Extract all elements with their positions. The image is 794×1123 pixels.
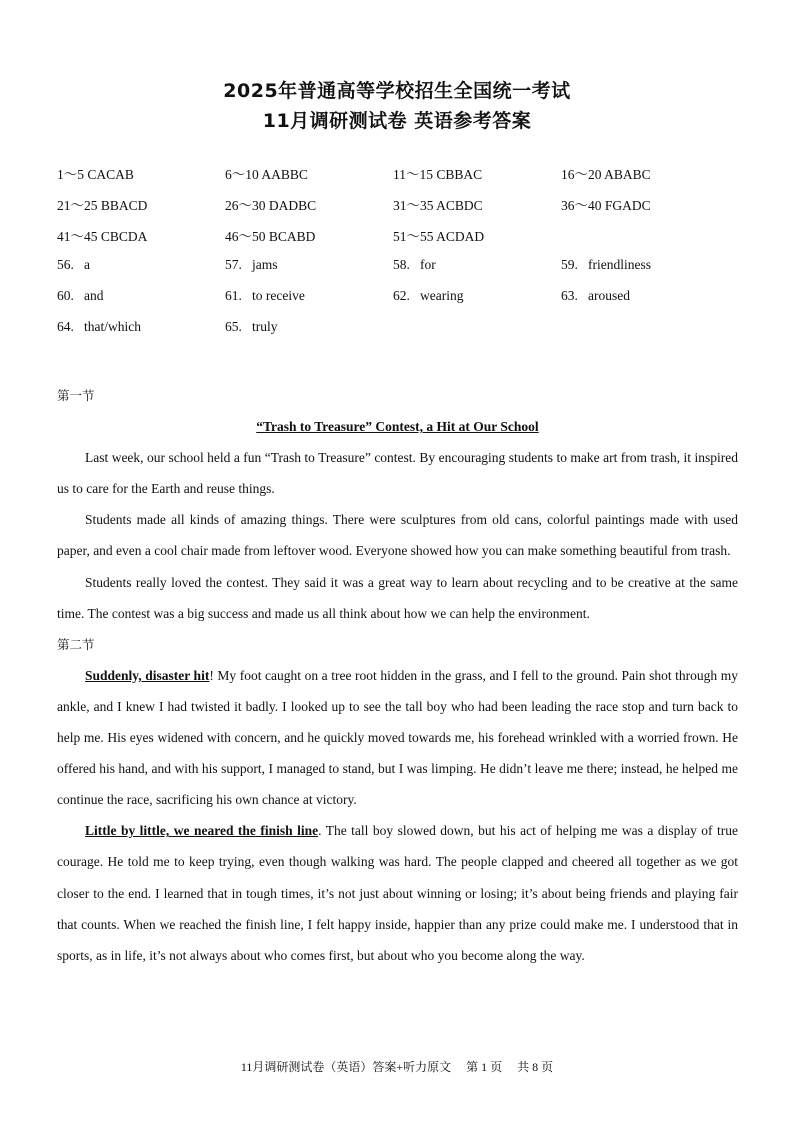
story-paragraph bbox=[57, 815, 738, 970]
footer-doc: 11月调研测试卷（英语）答案+听力原文 bbox=[240, 1060, 452, 1074]
answer-key-grid bbox=[57, 163, 747, 350]
paragraph-lead: Little by little, we neared the finish line bbox=[85, 823, 319, 839]
section-2-label: 第二节 bbox=[57, 636, 95, 652]
answer-item: 36～40 FGADC bbox=[561, 198, 651, 214]
answer-item: 46～50 BCABD bbox=[225, 229, 316, 245]
section-1-label: 第一节 bbox=[57, 388, 95, 403]
page-footer bbox=[0, 1058, 794, 1075]
answer-item: 63. aroused bbox=[561, 287, 630, 303]
answer-item: 65. truly bbox=[225, 318, 278, 334]
answer-item: 57. jams bbox=[225, 256, 278, 272]
answer-item: 41～45 CBCDA bbox=[57, 229, 148, 245]
paragraph-body: ! My foot caught on a tree root hidden in the grass, and I fell to the ground. Pain shot through my ankle, and I knew I had twisted it badly. I looked up to see the tall boy who had been leading the race stop and turn back to help me. His eyes widened with concern, and he quickly moved towards me, his forehead wrinkled with a worried frown. He offered his hand, and with his support, I managed to stand, but I was limping. He didn’t leave me there; instead, he helped me continue the race, sacrificing his own chance at victory. bbox=[57, 667, 739, 808]
answer-item: 62. wearing bbox=[393, 287, 464, 303]
answer-item: 6～10 AABBC bbox=[225, 167, 308, 182]
story-paragraph bbox=[57, 660, 738, 815]
answer-item: 59. friendliness bbox=[561, 256, 651, 272]
essay-paragraph: Students made all kinds of amazing things. There were sculptures from old cans, colorful paintings made with used paper, and even a cool chair made from leftover wood. Everyone showed how you can make something beautiful from trash. bbox=[57, 512, 738, 559]
answer-item: 64. that/which bbox=[57, 318, 141, 334]
answer-item: 58. for bbox=[393, 256, 436, 272]
answer-item: 1～5 CACAB bbox=[57, 167, 134, 182]
paragraph-lead: Suddenly, disaster hit bbox=[85, 667, 210, 683]
answer-item: 26～30 DADBC bbox=[225, 198, 317, 214]
answer-item: 60. and bbox=[57, 287, 104, 303]
answer-item: 31～35 ACBDC bbox=[393, 198, 483, 214]
answer-item: 16～20 ABABC bbox=[561, 167, 651, 182]
exam-subtitle: 11月调研测试卷 英语参考答案 bbox=[262, 110, 532, 132]
answer-item bbox=[561, 319, 741, 350]
answer-item: 11～15 CBBAC bbox=[393, 167, 483, 182]
footer-page: 第 1 页 bbox=[466, 1060, 503, 1074]
answer-item bbox=[561, 225, 741, 256]
answer-item bbox=[393, 319, 561, 350]
exam-title: 2025年普通高等学校招生全国统一考试 bbox=[223, 80, 571, 102]
writing-section bbox=[57, 380, 738, 971]
answer-item: 51～55 ACDAD bbox=[393, 229, 485, 245]
essay-title: “Trash to Treasure” Contest, a Hit at Our School bbox=[256, 419, 539, 435]
answer-item: 61. to receive bbox=[225, 287, 305, 303]
essay-paragraph: Students really loved the contest. They said it was a great way to learn about recycling and to be creative at the same time. The contest was a big success and made us all think about how we can help the environment. bbox=[57, 574, 738, 621]
paragraph-body: . The tall boy slowed down, but his act of helping me was a display of true courage. He told me to keep trying, even though walking was hard. The people clapped and cheered all together as we got closer to the end. I learned that in tough times, it’s not just about winning or losing; it’s about being friends and playing fair that counts. When we reached the finish line, I felt happy inside, happier than any prize could make me. I understood that in sports, as in life, it’s not always about who comes first, but about who you become along the way. bbox=[57, 823, 738, 963]
answer-item: 21～25 BBACD bbox=[57, 198, 148, 214]
footer-total: 共 8 页 bbox=[517, 1060, 554, 1074]
essay-paragraph: Last week, our school held a fun “Trash to Treasure” contest. By encouraging students to make art from trash, it inspired us to care for the Earth and reuse things. bbox=[57, 450, 738, 497]
answer-item: 56. a bbox=[57, 256, 90, 272]
